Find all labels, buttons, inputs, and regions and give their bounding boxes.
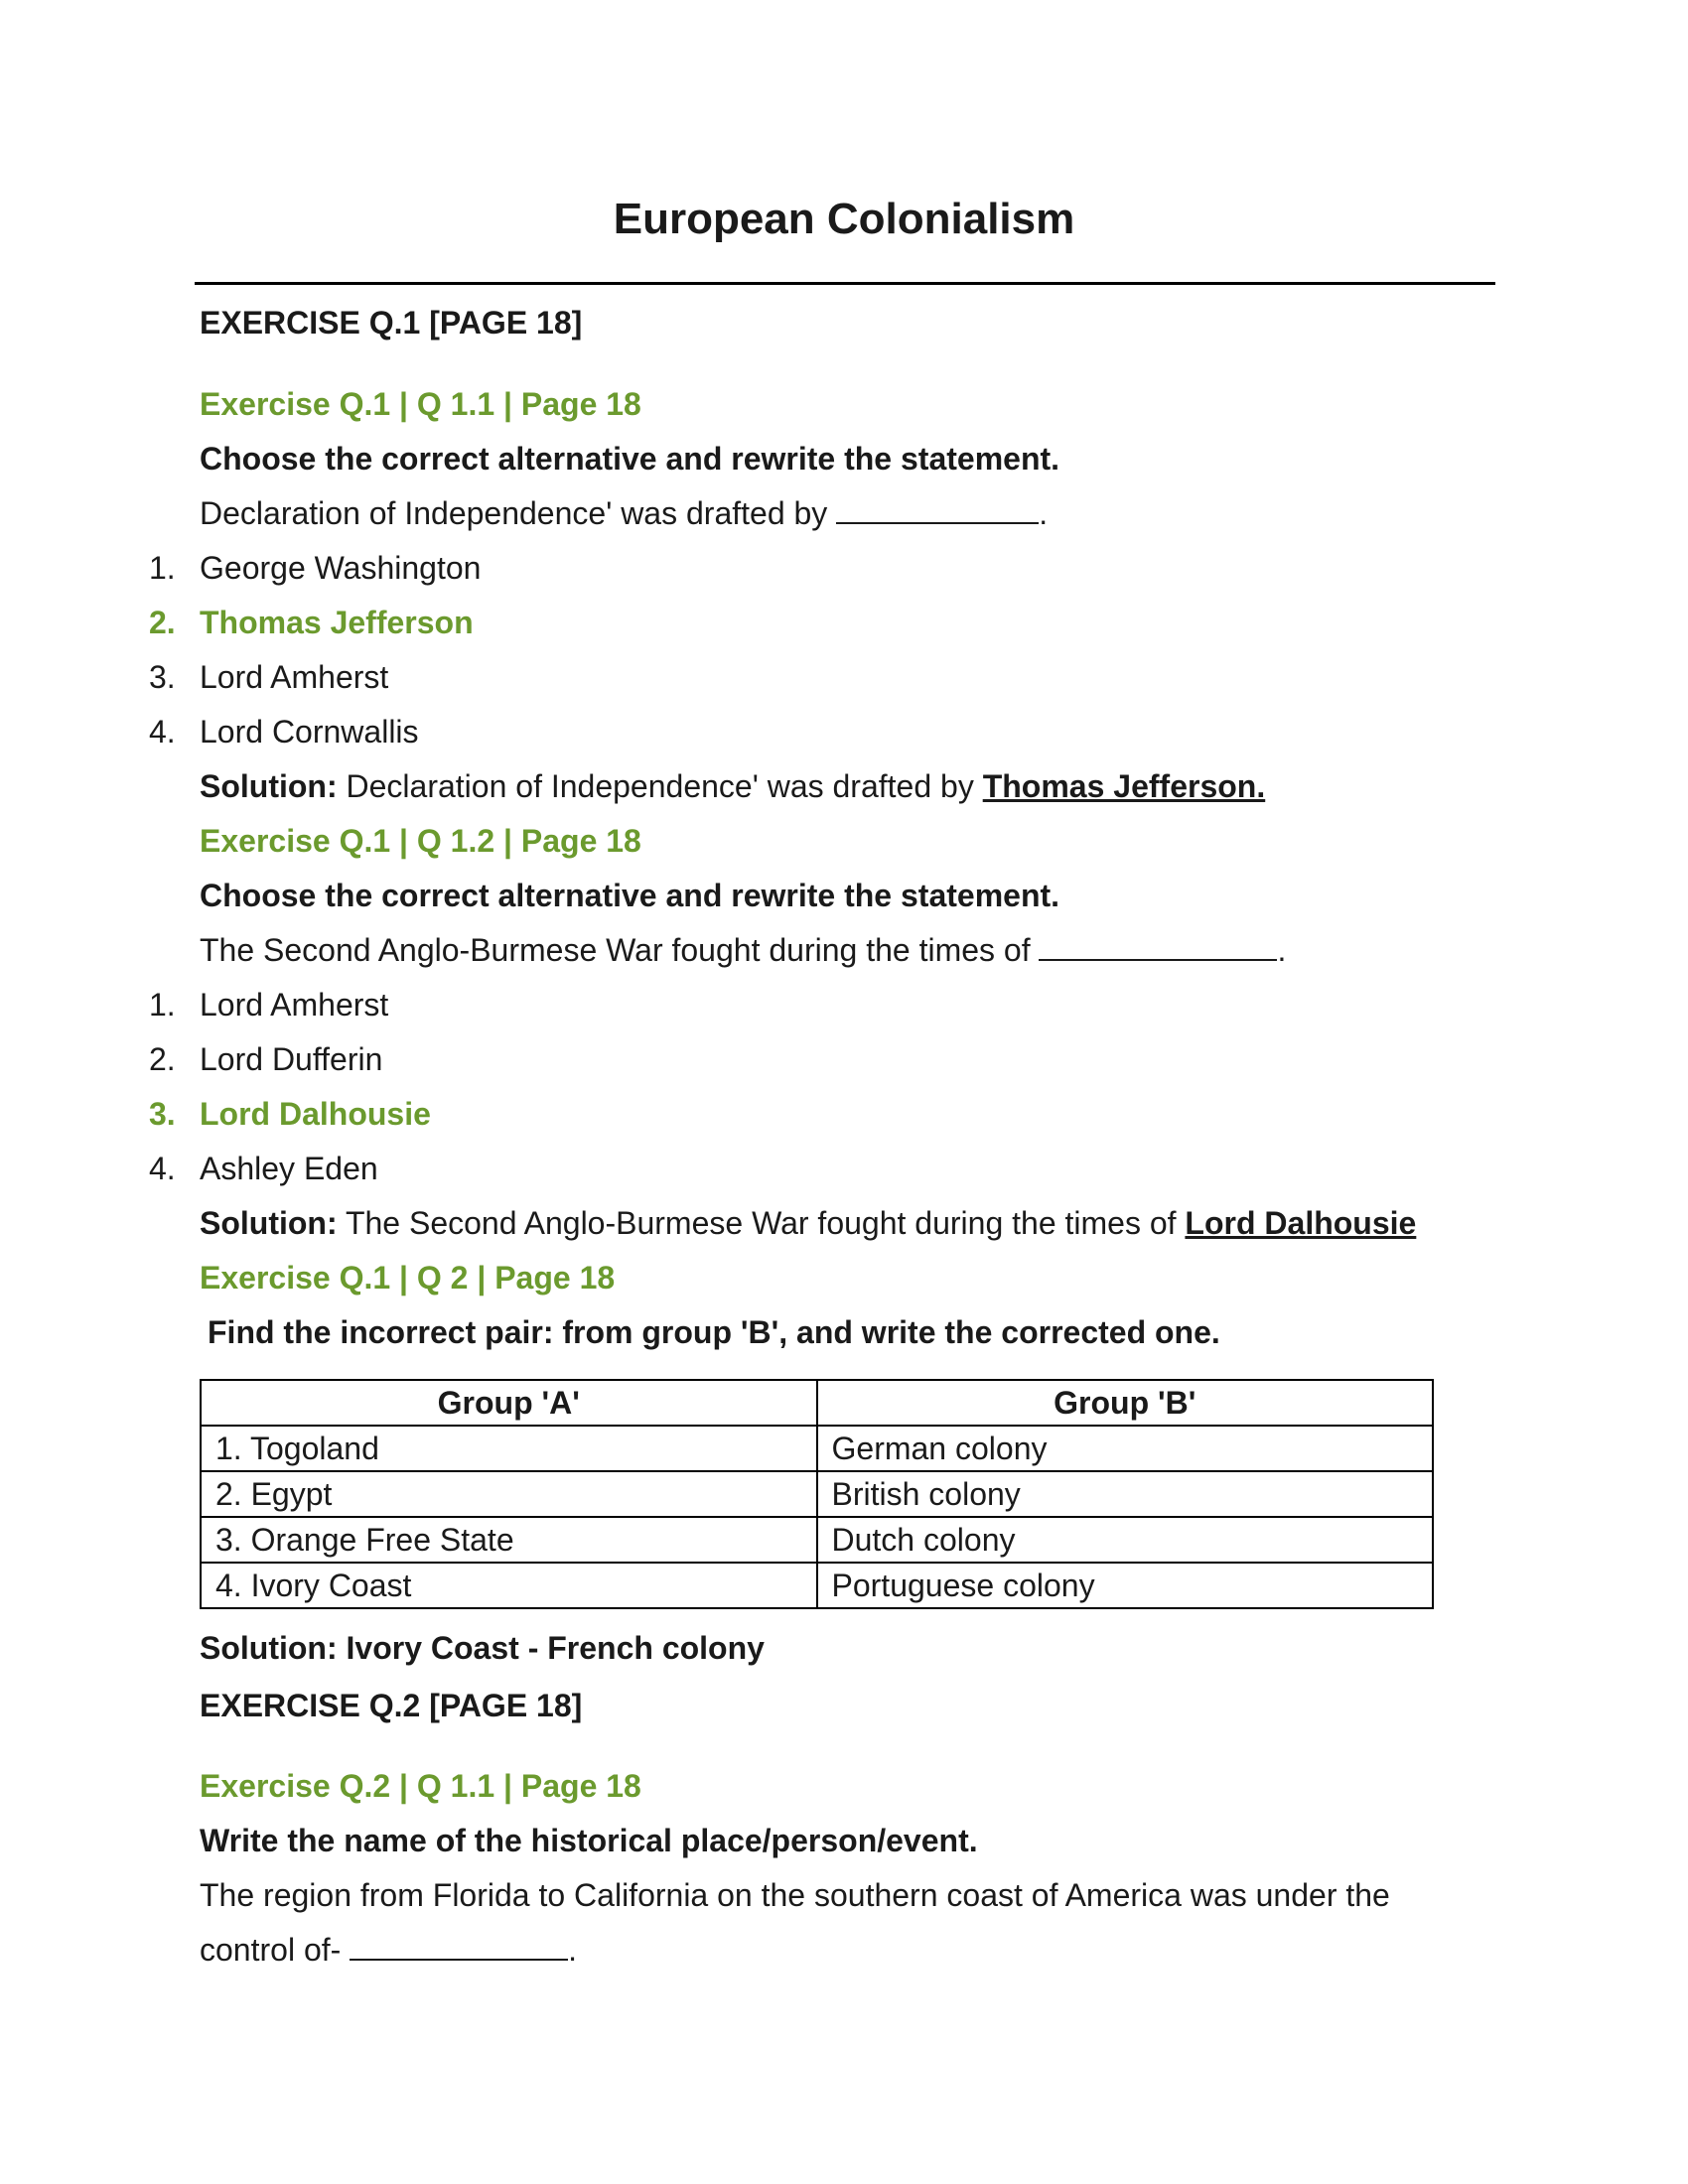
- table-cell: 4. Ivory Coast: [201, 1563, 817, 1608]
- q1-1-option-3: 3. Lord Amherst: [149, 659, 389, 695]
- q1-2-answer: Lord Dalhousie: [1185, 1205, 1417, 1241]
- exercise-2-heading: EXERCISE Q.2 [PAGE 18]: [200, 1688, 583, 1723]
- q2-1-instruction: Write the name of the historical place/person/event.: [200, 1823, 978, 1858]
- table-cell: 1. Togoland: [201, 1426, 817, 1471]
- table-row: [201, 1471, 1433, 1517]
- table-cell: German colony: [817, 1426, 1434, 1471]
- q1-1-reference: Exercise Q.1 | Q 1.1 | Page 18: [200, 386, 641, 422]
- q1-1-instruction: Choose the correct alternative and rewrite the statement.: [200, 441, 1060, 477]
- exercise-1-heading: EXERCISE Q.1 [PAGE 18]: [200, 305, 583, 341]
- table-cell: British colony: [817, 1471, 1434, 1517]
- title-divider: [195, 282, 1495, 285]
- q2-1-statement-line1: The region from Florida to California on the southern coast of America was under the: [200, 1877, 1390, 1913]
- q1-2-reference: Exercise Q.1 | Q 1.2 | Page 18: [200, 823, 641, 859]
- q1-q2-instruction: Find the incorrect pair: from group 'B', and write the corrected one.: [208, 1314, 1220, 1350]
- q1-2-option-2: 2. Lord Dufferin: [149, 1041, 383, 1077]
- q1-1-option-4: 4. Lord Cornwallis: [149, 714, 419, 750]
- table-row: [201, 1517, 1433, 1563]
- table-cell: 3. Orange Free State: [201, 1517, 817, 1563]
- q1-2-statement-text: The Second Anglo-Burmese War fought during the times of: [200, 932, 1031, 968]
- table-header: Group 'A': [201, 1380, 817, 1426]
- q1-q2-solution: Solution: Ivory Coast - French colony: [200, 1630, 765, 1666]
- answer-blank: [836, 496, 1039, 524]
- q1-2-instruction: Choose the correct alternative and rewrite the statement.: [200, 878, 1060, 913]
- q2-1-reference: Exercise Q.2 | Q 1.1 | Page 18: [200, 1768, 641, 1804]
- q1-1-answer: Thomas Jefferson.: [982, 768, 1266, 804]
- table-cell: Portuguese colony: [817, 1563, 1434, 1608]
- q1-1-statement: Declaration of Independence' was drafted by .: [200, 495, 1049, 531]
- page-title: European Colonialism: [613, 195, 1075, 243]
- pairs-table: [200, 1379, 1434, 1609]
- q1-1-option-1: 1. George Washington: [149, 550, 482, 586]
- q1-1-statement-text: Declaration of Independence' was drafted by: [200, 495, 828, 531]
- table-cell: 2. Egypt: [201, 1471, 817, 1517]
- q1-2-option-1: 1. Lord Amherst: [149, 987, 389, 1023]
- q1-1-option-2-correct: 2. Thomas Jefferson: [149, 605, 474, 640]
- table-cell: Dutch colony: [817, 1517, 1434, 1563]
- q2-1-statement-line2: control of- .: [200, 1932, 578, 1968]
- answer-blank: [1039, 933, 1277, 961]
- q1-2-option-3-correct: 3. Lord Dalhousie: [149, 1096, 431, 1132]
- q1-2-option-4: 4. Ashley Eden: [149, 1151, 378, 1186]
- q1-1-solution: Solution: Declaration of Independence' was drafted by Thomas Jefferson.: [200, 768, 1266, 804]
- table-row: [201, 1426, 1433, 1471]
- q1-q2-reference: Exercise Q.1 | Q 2 | Page 18: [200, 1260, 616, 1296]
- table-row: [201, 1563, 1433, 1608]
- q1-2-solution: Solution: The Second Anglo-Burmese War fought during the times of Lord Dalhousie: [200, 1205, 1417, 1241]
- q1-2-statement: The Second Anglo-Burmese War fought during the times of .: [200, 932, 1287, 968]
- answer-blank: [350, 1933, 568, 1961]
- table-header: Group 'B': [817, 1380, 1434, 1426]
